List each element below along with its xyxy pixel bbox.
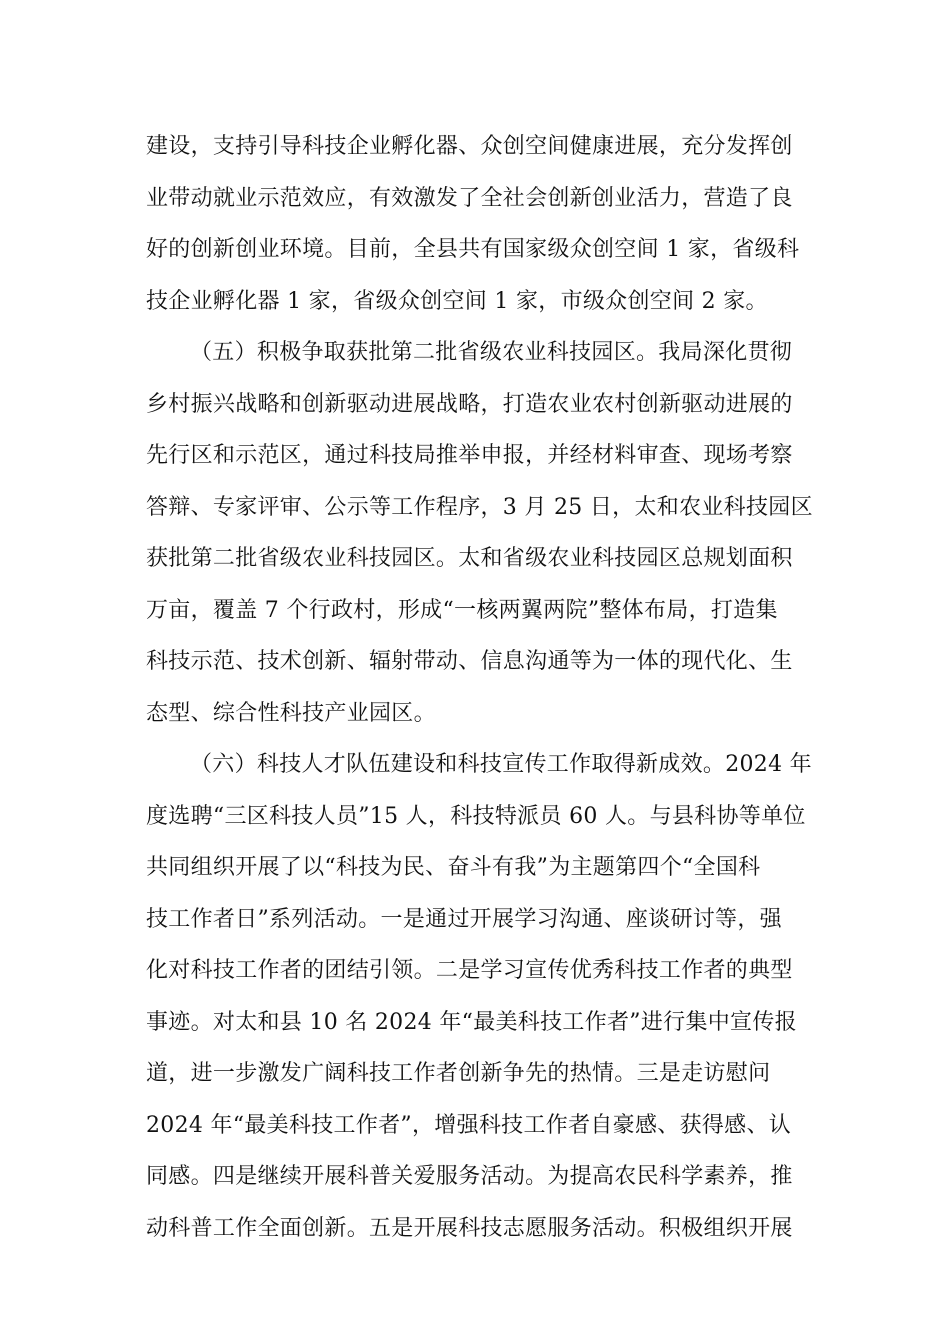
- text-line: 科技示范、技术创新、辐射带动、信息沟通等为一体的现代化、生: [146, 649, 793, 674]
- text-line: 业带动就业示范效应，有效激发了全社会创新创业活力，营造了良: [146, 185, 793, 211]
- text-line: 事迹。对太和县 10 名 2024 年“最美科技工作者”进行集中宣传报: [146, 1009, 797, 1035]
- text-line: 技工作者日”系列活动。一是通过开展学习沟通、座谈研讨等，强: [146, 906, 782, 932]
- body-text: [146, 128, 813, 1261]
- text-line: 同感。四是继续开展科普关爱服务活动。为提高农民科学素养，推: [146, 1164, 793, 1189]
- text-line: 建设，支持引导科技企业孵化器、众创空间健康进展，充分发挥创: [146, 134, 793, 159]
- text-line: 动科普工作全面创新。五是开展科技志愿服务活动。积极组织开展: [146, 1215, 793, 1241]
- text-line: 答辩、专家评审、公示等工作程序，3 月 25 日，太和农业科技园区: [146, 494, 813, 520]
- text-line: 度选聘“三区科技人员”15 人，科技特派员 60 人。与县科协等单位: [146, 803, 806, 829]
- text-line: 技企业孵化器 1 家，省级众创空间 1 家，市级众创空间 2 家。: [146, 288, 768, 314]
- text-line: 共同组织开展了以“科技为民、奋斗有我”为主题第四个“全国科: [146, 855, 761, 880]
- section-heading-line: （六）科技人才队伍建设和科技宣传工作取得新成效。2024 年: [190, 752, 812, 777]
- text-line: 道，进一步激发广阔科技工作者创新争先的热情。三是走访慰问: [146, 1061, 771, 1086]
- text-line: 乡村振兴战略和创新驱动进展战略，打造农业农村创新驱动进展的: [146, 391, 793, 417]
- text-line: 获批第二批省级农业科技园区。太和省级农业科技园区总规划面积: [146, 546, 793, 571]
- text-line: 先行区和示范区，通过科技局推举申报，并经材料审查、现场考察: [146, 443, 793, 468]
- text-line: 化对科技工作者的团结引领。二是学习宣传优秀科技工作者的典型: [146, 958, 793, 983]
- text-line: 2024 年“最美科技工作者”，增强科技工作者自豪感、获得感、认: [146, 1112, 792, 1138]
- text-line: 万亩，覆盖 7 个行政村，形成“一核两翼两院”整体布局，打造集: [146, 597, 778, 623]
- section-heading-line: （五）积极争取获批第二批省级农业科技园区。我局深化贯彻: [190, 340, 793, 365]
- text-line: 态型、综合性科技产业园区。: [146, 700, 436, 726]
- text-line: 好的创新创业环境。目前，全县共有国家级众创空间 1 家，省级科: [146, 237, 800, 262]
